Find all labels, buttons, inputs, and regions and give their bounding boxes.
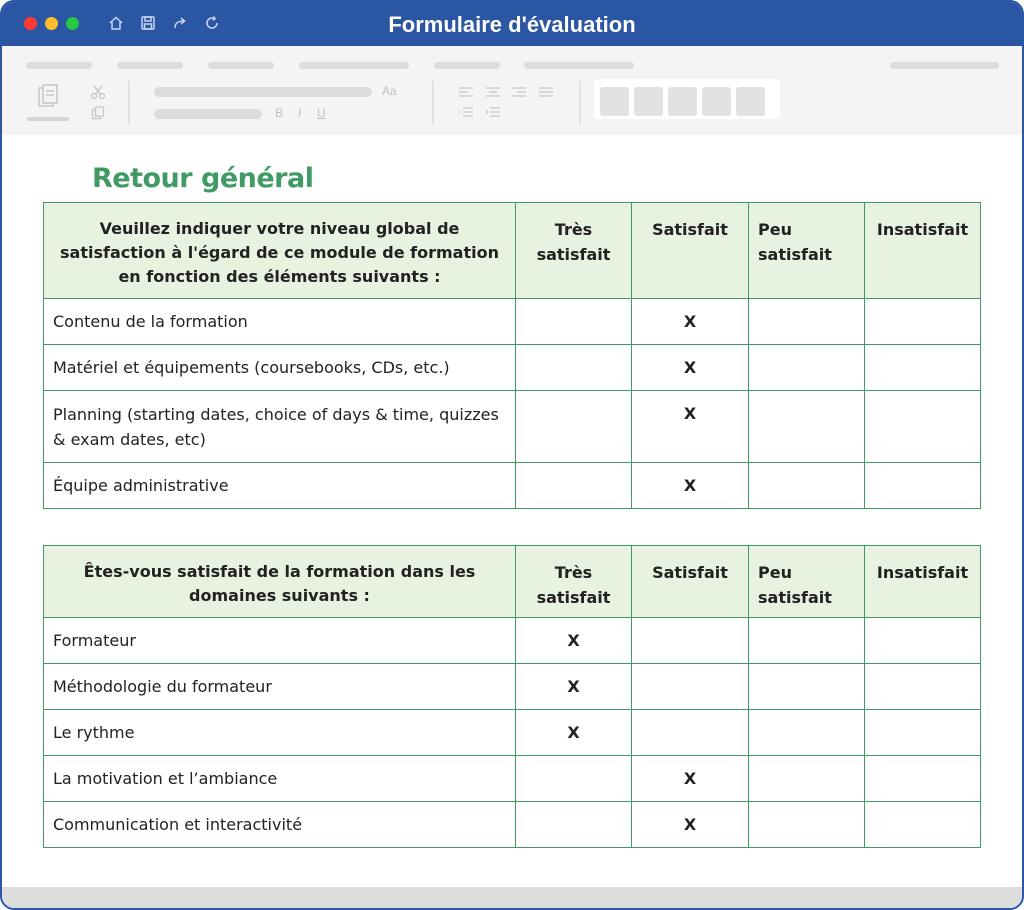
rating-cell[interactable] (632, 664, 749, 710)
style-swatch[interactable] (736, 87, 765, 116)
font-size-icon[interactable]: Aa (382, 84, 397, 98)
table-row (44, 664, 981, 710)
ribbon-tab[interactable] (890, 62, 999, 69)
style-swatch[interactable] (668, 87, 697, 116)
rating-cell[interactable] (516, 391, 632, 463)
column-header: Peu satisfait (749, 203, 865, 299)
table-row (44, 802, 981, 848)
rating-cell[interactable] (865, 802, 981, 848)
rating-cell[interactable] (516, 299, 632, 345)
copy-icon[interactable] (91, 106, 105, 123)
table-row (44, 463, 981, 509)
window-title: Formulaire d'évaluation (388, 12, 636, 37)
ribbon-divider (432, 81, 434, 125)
ribbon-tab[interactable] (208, 62, 274, 69)
cut-icon[interactable] (90, 84, 106, 103)
column-header: Très satisfait (516, 203, 632, 299)
rating-cell[interactable] (865, 345, 981, 391)
column-header: Satisfait (632, 203, 749, 299)
rating-cell[interactable] (749, 710, 865, 756)
rating-cell[interactable]: X (632, 345, 749, 391)
column-header: Satisfait (632, 546, 749, 618)
italic-button[interactable]: I (298, 106, 302, 120)
row-label: Méthodologie du formateur (44, 664, 516, 710)
rating-cell[interactable] (749, 345, 865, 391)
ribbon-toolbar (2, 46, 1022, 135)
rating-cell[interactable]: X (632, 463, 749, 509)
rating-cell[interactable] (865, 756, 981, 802)
align-left-icon[interactable] (459, 86, 473, 100)
indent-increase-icon[interactable] (486, 106, 500, 120)
font-size-select[interactable] (154, 109, 262, 119)
rating-cell[interactable] (632, 618, 749, 664)
row-label: Formateur (44, 618, 516, 664)
table-row (44, 710, 981, 756)
rating-cell[interactable] (865, 618, 981, 664)
ribbon-tab[interactable] (434, 62, 500, 69)
rating-cell[interactable]: X (516, 710, 632, 756)
table-row (44, 299, 981, 345)
rating-cell[interactable] (749, 463, 865, 509)
title-bar (2, 2, 1022, 46)
rating-cell[interactable]: X (632, 299, 749, 345)
table-row (44, 345, 981, 391)
rating-cell[interactable]: X (632, 756, 749, 802)
font-name-select[interactable] (154, 87, 372, 97)
satisfaction-table-domains (43, 545, 981, 848)
rating-cell[interactable] (516, 802, 632, 848)
ribbon-tab[interactable] (117, 62, 183, 69)
rating-cell[interactable]: X (516, 664, 632, 710)
ribbon-tab[interactable] (524, 62, 634, 69)
table-header-row (44, 546, 981, 618)
status-bar (2, 887, 1022, 910)
column-header: Très satisfait (516, 546, 632, 618)
question-header: Veuillez indiquer votre niveau global de satisfaction à l'égard de ce module de formation en fonction des éléments suivants : (44, 203, 516, 299)
style-swatch[interactable] (600, 87, 629, 116)
rating-cell[interactable] (865, 463, 981, 509)
section-title: Retour général (92, 163, 314, 194)
row-label: Équipe administrative (44, 463, 516, 509)
column-header: Insatisfait (865, 546, 981, 618)
rating-cell[interactable] (749, 756, 865, 802)
ribbon-divider (128, 81, 130, 125)
column-header: Insatisfait (865, 203, 981, 299)
satisfaction-table-overall (43, 202, 981, 509)
rating-cell[interactable] (516, 463, 632, 509)
row-label: Contenu de la formation (44, 299, 516, 345)
table-row (44, 756, 981, 802)
row-label: Communication et interactivité (44, 802, 516, 848)
style-swatch[interactable] (634, 87, 663, 116)
rating-cell[interactable] (749, 802, 865, 848)
rating-cell[interactable]: X (632, 802, 749, 848)
ribbon-tab[interactable] (26, 62, 92, 69)
ribbon-tab[interactable] (299, 62, 409, 69)
justify-icon[interactable] (539, 86, 553, 100)
bold-button[interactable]: B (275, 106, 284, 120)
rating-cell[interactable] (632, 710, 749, 756)
rating-cell[interactable] (865, 710, 981, 756)
table-row (44, 618, 981, 664)
row-label: Planning (starting dates, choice of days & time, quizzes & exam dates, etc) (44, 391, 516, 463)
question-header: Êtes-vous satisfait de la formation dans les domaines suivants : (44, 546, 516, 618)
rating-cell[interactable] (865, 664, 981, 710)
align-center-icon[interactable] (486, 86, 500, 100)
ribbon-divider (579, 81, 581, 125)
paste-icon[interactable] (36, 84, 60, 113)
rating-cell[interactable]: X (632, 391, 749, 463)
indent-decrease-icon[interactable] (459, 106, 473, 120)
row-label: La motivation et l’ambiance (44, 756, 516, 802)
row-label: Matériel et équipements (coursebooks, CDs, etc.) (44, 345, 516, 391)
table-header-row (44, 203, 981, 299)
rating-cell[interactable] (749, 664, 865, 710)
column-header: Peu satisfait (749, 546, 865, 618)
rating-cell[interactable] (749, 299, 865, 345)
styles-gallery (594, 79, 780, 119)
rating-cell[interactable] (516, 345, 632, 391)
rating-cell[interactable] (749, 618, 865, 664)
ribbon-underline (27, 117, 69, 121)
rating-cell[interactable] (865, 299, 981, 345)
document-page (2, 135, 1022, 887)
rating-cell[interactable] (749, 391, 865, 463)
rating-cell[interactable]: X (516, 618, 632, 664)
row-label: Le rythme (44, 710, 516, 756)
rating-cell[interactable] (865, 391, 981, 463)
underline-button[interactable]: U (317, 106, 326, 120)
align-right-icon[interactable] (512, 86, 526, 100)
rating-cell[interactable] (516, 756, 632, 802)
style-swatch[interactable] (702, 87, 731, 116)
table-row (44, 391, 981, 463)
